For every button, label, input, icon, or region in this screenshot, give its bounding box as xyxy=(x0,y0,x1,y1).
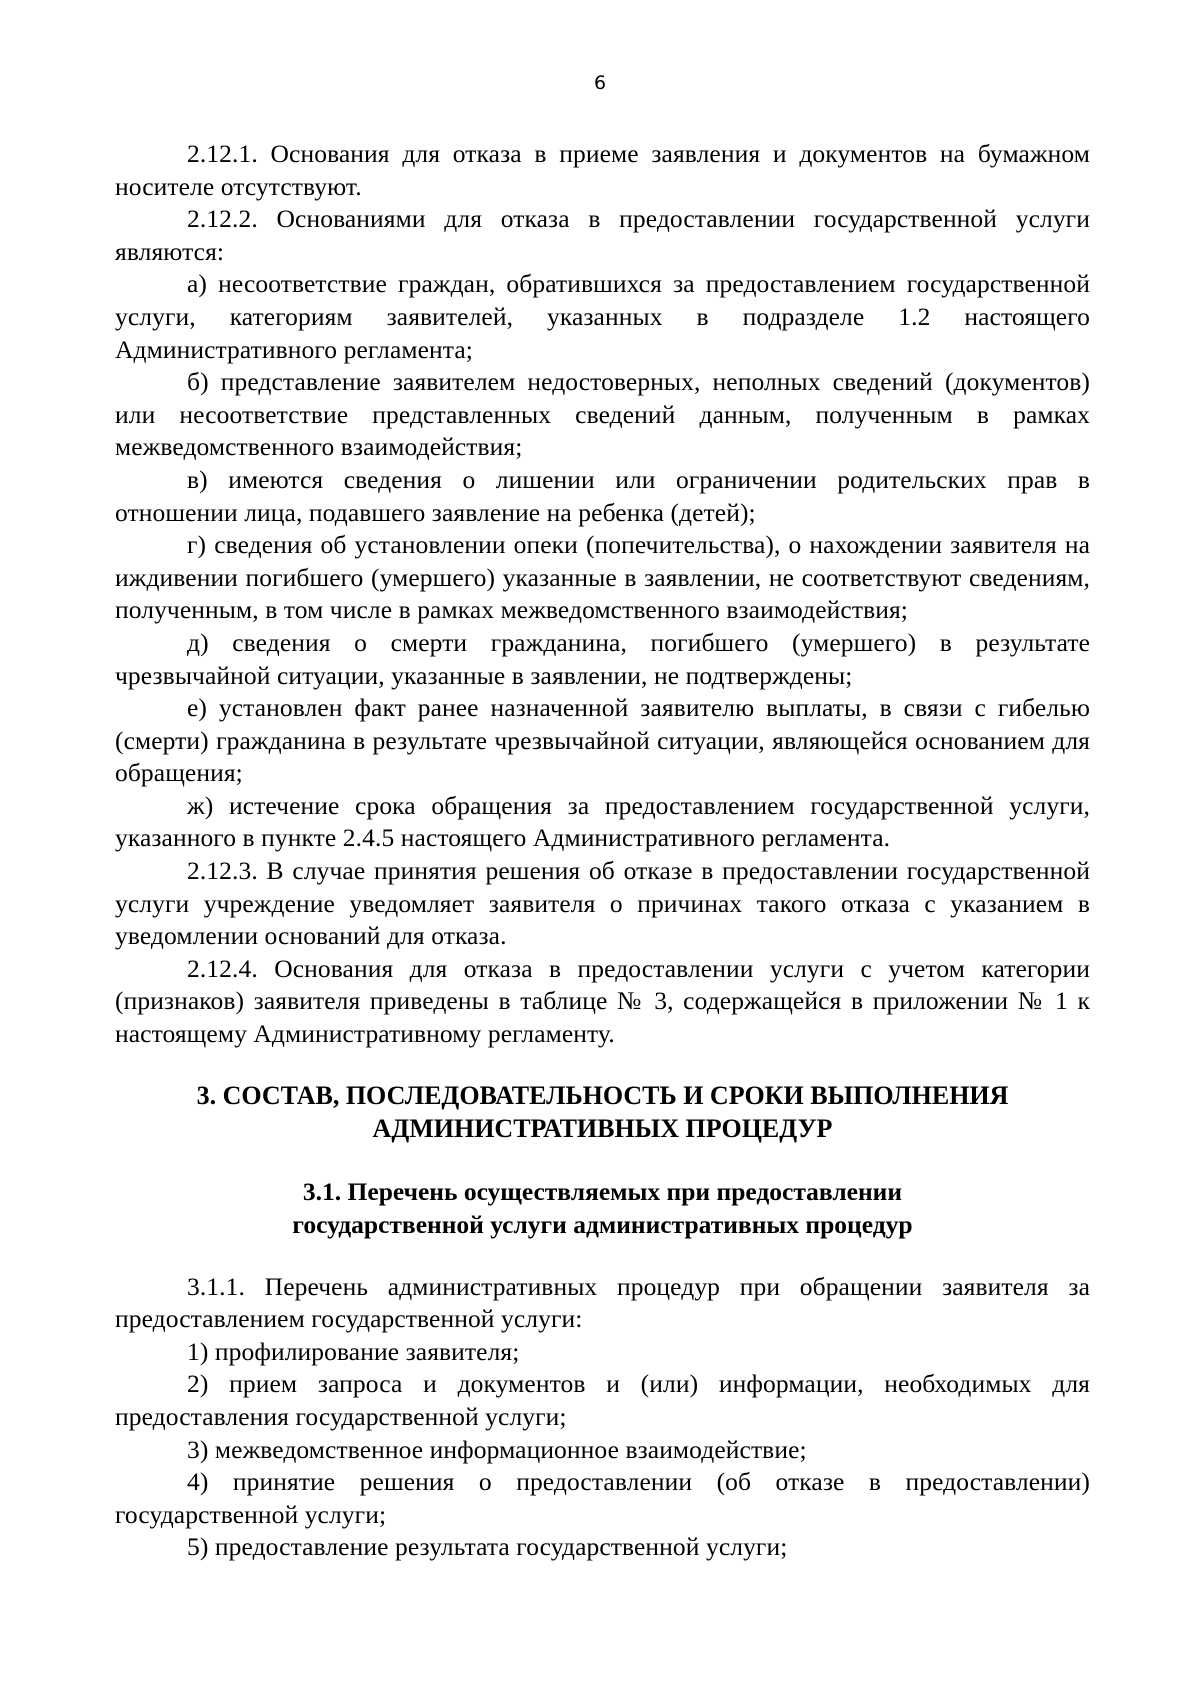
section-3-heading xyxy=(115,1079,1090,1145)
paragraph-3-1-1: 3.1.1. Перечень административных процедур при обращении заявителя за предоставлением государственной услуги: xyxy=(115,1271,1090,1334)
procedure-item-2: 2) прием запроса и документов и (или) информации, необходимых для предоставления государственной услуги; xyxy=(115,1369,1090,1431)
procedure-item-5: 5) предоставление результата государственной услуги; xyxy=(187,1532,788,1562)
document-body xyxy=(115,138,1090,1564)
section-3-heading-line-1: 3. СОСТАВ, ПОСЛЕДОВАТЕЛЬНОСТЬ И СРОКИ ВЫПОЛНЕНИЯ xyxy=(196,1080,1009,1110)
list-item-zh: ж) истечение срока обращения за предоставлением государственной услуги, указанного в пункте 2.4.5 настоящего Административного регламента. xyxy=(115,790,1090,853)
subsection-3-1-heading-line-2: государственной услуги административных процедур xyxy=(292,1209,913,1239)
list-item-e: е) установлен факт ранее назначенной заявителю выплаты, в связи с гибелью (смерти) гражданина в результате чрезвычайной ситуации, являющейся основанием для обращения; xyxy=(115,693,1090,788)
paragraph-2-12-2: 2.12.2. Основаниями для отказа в предоставлении государственной услуги являются: xyxy=(115,204,1090,266)
subsection-3-1-heading xyxy=(115,1175,1090,1241)
paragraph-2-12-4: 2.12.4. Основания для отказа в предоставлении услуги с учетом категории (признаков) заявителя приведены в таблице № 3, содержащейся в приложении № 1 к настоящему Административному регламенту. xyxy=(115,953,1090,1049)
page-number: 6 xyxy=(593,72,607,94)
procedure-item-4: 4) принятие решения о предоставлении (об отказе в предоставлении) государственной услуги; xyxy=(115,1467,1090,1529)
list-item-g: г) сведения об установлении опеки (попечительства), о нахождении заявителя на иждивении погибшего (умершего) указанные в заявлении, не соответствуют сведениям, полученным, в том числе в рамках межведомственного взаимодействия; xyxy=(115,530,1090,625)
procedures-list xyxy=(115,1271,1090,1564)
list-item-b: б) представление заявителем недостоверных, неполных сведений (документов) или несоответствие представленных сведений данным, полученным в рамках межведомственного взаимодействия; xyxy=(115,367,1090,462)
subsection-3-1-heading-line-1: 3.1. Перечень осуществляемых при предоставлении xyxy=(302,1176,903,1206)
section-3-heading-line-2: АДМИНИСТРАТИВНЫХ ПРОЦЕДУР xyxy=(372,1113,833,1143)
list-item-a: а) несоответствие граждан, обратившихся за предоставлением государственной услуги, категориям заявителей, указанных в подразделе 1.2 настоящего Административного регламента; xyxy=(115,269,1090,364)
procedure-item-1: 1) профилирование заявителя; xyxy=(187,1336,520,1366)
list-item-d: д) сведения о смерти гражданина, погибшего (умершего) в результате чрезвычайной ситуации, указанные в заявлении, не подтверждены; xyxy=(115,627,1090,690)
list-item-v: в) имеются сведения о лишении или ограничении родительских прав в отношении лица, подавшего заявление на ребенка (детей); xyxy=(115,464,1090,527)
procedure-item-3: 3) межведомственное информационное взаимодействие; xyxy=(187,1434,807,1464)
paragraph-2-12-3: 2.12.3. В случае принятия решения об отказе в предоставлении государственной услуги учреждение уведомляет заявителя о причинах такого отказа с указанием в уведомлении оснований для отказа. xyxy=(115,856,1090,951)
paragraph-2-12-1: 2.12.1. Основания для отказа в приеме заявления и документов на бумажном носителе отсутствуют. xyxy=(115,139,1090,201)
